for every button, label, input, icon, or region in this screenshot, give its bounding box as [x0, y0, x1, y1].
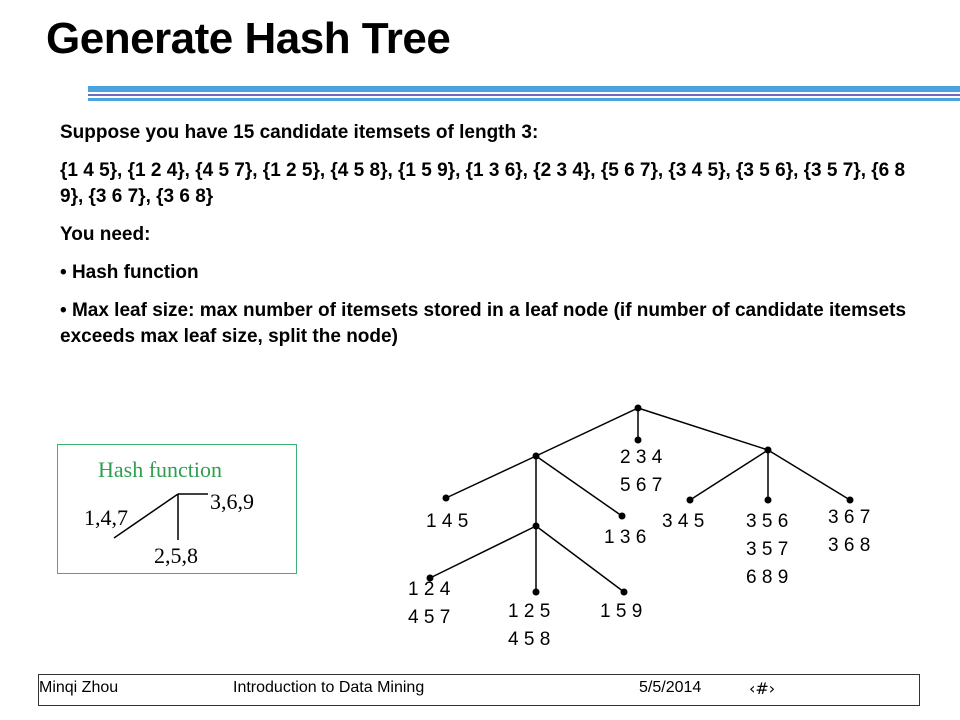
- tree-edge: [768, 450, 850, 500]
- tree-node: [533, 589, 540, 596]
- tree-node: [765, 447, 772, 454]
- tree-node: [635, 437, 642, 444]
- hash-branch-label: 2,5,8: [154, 543, 198, 568]
- leaf-node-367-368: 3 6 7 3 6 8: [828, 507, 871, 556]
- leaf-node-125-458: 1 2 5 4 5 8: [508, 601, 551, 650]
- footer-course: Introduction to Data Mining: [233, 679, 425, 696]
- itemsets-list: {1 4 5}, {1 2 4}, {4 5 7}, {1 2 5}, {4 5 8}, {1 5 9}, {1 3 6}, {2 3 4}, {5 6 7}, {3 4 5}, {3 5 6}, {3 5 7}, {6 8 9}, {3 6 7}, {3 6 8}: [60, 160, 906, 207]
- footer-page-number: ‹#›: [749, 679, 776, 698]
- tree-edge: [690, 450, 768, 500]
- hash-branch-label: 3,6,9: [210, 489, 254, 514]
- hash-function-title: Hash function: [98, 457, 223, 482]
- tree-node: [533, 523, 540, 530]
- leaf-node-234-567: 2 3 4 5 6 7: [620, 447, 663, 496]
- intro-text: Suppose you have 15 candidate itemsets of length 3:: [60, 122, 539, 143]
- tree-edge: [536, 456, 622, 516]
- hash-edge: [114, 494, 178, 538]
- hash-branch-label: 1,4,7: [84, 505, 128, 530]
- tree-node: [621, 589, 628, 596]
- leaf-node-356-357-689: 3 5 6 3 5 7 6 8 9: [746, 511, 789, 588]
- tree-edge: [446, 456, 536, 498]
- tree-node: [619, 513, 626, 520]
- bullet-max-leaf-size: • Max leaf size: max number of itemsets stored in a leaf node (if number of candidate itemsets exceeds max leaf size, split the node): [60, 298, 920, 350]
- leaf-node-136: 1 3 6: [604, 527, 647, 548]
- tree-node: [533, 453, 540, 460]
- tree-node: [443, 495, 450, 502]
- footer-date: 5/5/2014: [639, 679, 702, 696]
- tree-node: [847, 497, 854, 504]
- slide-title: Generate Hash Tree: [46, 14, 451, 63]
- bullet-hash-function: • Hash function: [60, 260, 920, 286]
- footer-author: Minqi Zhou: [39, 679, 119, 696]
- leaf-node-145: 1 4 5: [426, 511, 469, 532]
- leaf-node-159: 1 5 9: [600, 601, 643, 622]
- slide-footer: [38, 674, 920, 706]
- tree-node: [765, 497, 772, 504]
- leaf-node-345: 3 4 5: [662, 511, 705, 532]
- tree-node-root: [635, 405, 642, 412]
- tree-node: [687, 497, 694, 504]
- need-text: You need:: [60, 224, 151, 245]
- leaf-node-124-457: 1 2 4 4 5 7: [408, 579, 451, 628]
